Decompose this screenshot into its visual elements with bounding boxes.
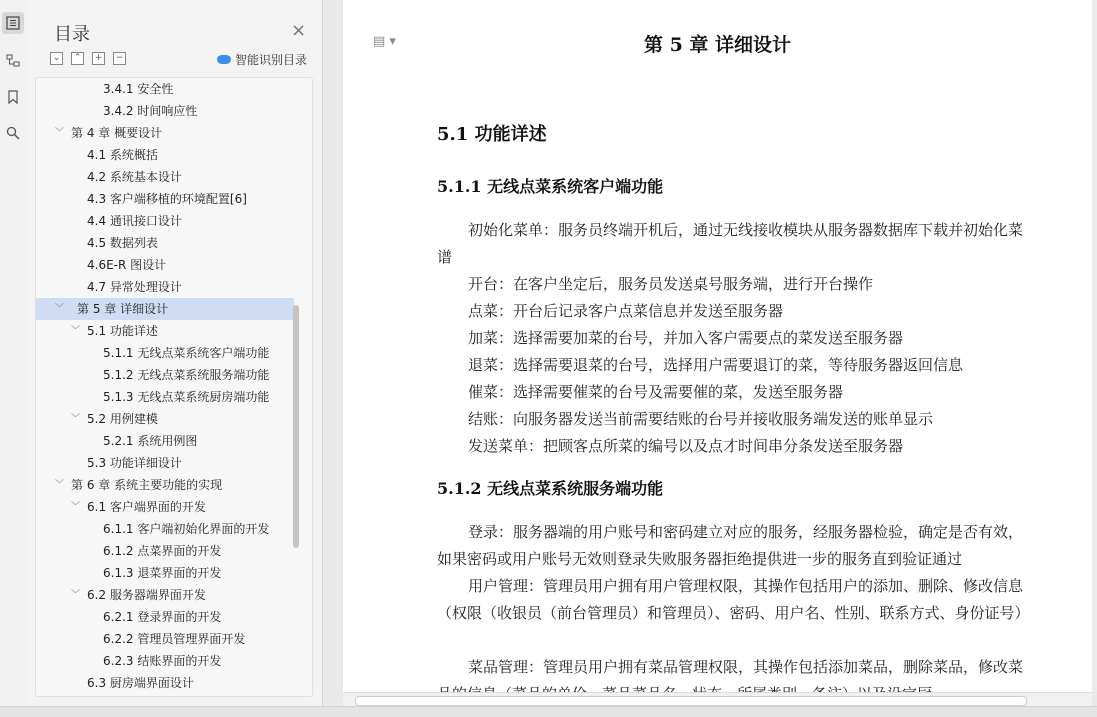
toc-item-label: 3.4.1 安全性 — [103, 82, 174, 96]
toc-item[interactable] — [36, 100, 294, 122]
toc-item[interactable] — [36, 474, 294, 496]
toc-item[interactable] — [36, 122, 294, 144]
body-paragraph: 退菜：选择需要退菜的台号，选择用户需要退订的菜，等待服务器返回信息 — [468, 356, 964, 374]
toc-panel — [26, 0, 323, 706]
navigation-tree-icon[interactable] — [2, 50, 24, 72]
bookmark-icon[interactable] — [2, 86, 24, 108]
toc-tree — [35, 77, 313, 697]
toc-title: 目录 — [54, 24, 90, 45]
body-paragraph: 用户管理：管理员用户拥有用户管理权限，其操作包括用户的添加、删除、修改信息（权限（收银员（前台管理员）和管理员）、密码、用户名、性别、联系方式、身份证号） — [437, 577, 1030, 622]
toc-item-label: 4.3 客户端移植的环境配置[6] — [87, 192, 247, 206]
cloud-icon — [217, 55, 231, 64]
toc-item-label: 第 5 章 详细设计 — [77, 302, 169, 316]
search-icon[interactable] — [2, 122, 24, 144]
toc-item[interactable] — [36, 342, 294, 364]
body-paragraph: 催菜：选择需要催菜的台号及需要催的菜，发送至服务器 — [468, 383, 844, 401]
toc-item[interactable] — [36, 144, 294, 166]
toc-item[interactable] — [36, 562, 294, 584]
body-paragraph: 初始化菜单：服务员终端开机后，通过无线接收模块从服务器数据库下载并初始化菜谱 — [437, 221, 1024, 266]
document-menu-icon[interactable]: ▤ ▾ — [373, 34, 396, 49]
chevron-down-icon[interactable]: ﹀ — [55, 480, 65, 490]
toc-item-label: 5.1.1 无线点菜系统客户端功能 — [103, 346, 270, 360]
toc-item-label: 6.2.1 登录界面的开发 — [103, 610, 222, 624]
toc-item[interactable] — [36, 408, 294, 430]
body-paragraph: 结账：向服务器发送当前需要结账的台号并接收服务端发送的账单显示 — [468, 410, 934, 428]
body-paragraph: 发送菜单：把顾客点所菜的编号以及点才时间串分条发送至服务器 — [468, 437, 904, 455]
chevron-down-icon[interactable]: ﹀ — [71, 326, 81, 336]
toc-item-label: 6.2.2 管理员管理界面开发 — [103, 632, 246, 646]
body-paragraph: 加菜：选择需要加菜的台号，并加入客户需要点的菜发送至服务器 — [468, 329, 904, 347]
toc-item-label: 6.1.1 客户端初始化界面的开发 — [103, 522, 270, 536]
toc-item[interactable] — [36, 496, 294, 518]
toc-item[interactable] — [36, 606, 294, 628]
toc-item[interactable] — [36, 628, 294, 650]
horizontal-scrollbar[interactable] — [343, 692, 1092, 707]
subsection-1-title: 5.1.1 无线点菜系统客户端功能 — [437, 177, 664, 196]
toc-item[interactable] — [36, 232, 294, 254]
expand-up-icon[interactable]: ⌃ — [71, 52, 84, 65]
toc-item-label: 6.1.2 点菜界面的开发 — [103, 544, 222, 558]
toc-item-label: 5.2.1 系统用例图 — [103, 434, 198, 448]
toc-item-label: 4.1 系统概括 — [87, 148, 158, 162]
toc-item[interactable] — [36, 672, 294, 694]
chevron-down-icon[interactable]: ﹀ — [71, 414, 81, 424]
document-page — [343, 0, 1092, 692]
body-paragraph: 开台：在客户坐定后，服务员发送桌号服务端，进行开台操作 — [468, 275, 874, 293]
toc-item-label: 6.2.3 结账界面的开发 — [103, 654, 222, 668]
toc-item[interactable] — [36, 276, 294, 298]
toc-item-label: 5.1.3 无线点菜系统厨房端功能 — [103, 390, 270, 404]
toc-item[interactable] — [36, 320, 294, 342]
scrollbar-thumb[interactable] — [355, 696, 1027, 706]
toc-item-label: 6.3 厨房端界面设计 — [87, 676, 194, 690]
toc-item-label: 5.1 功能详述 — [87, 324, 158, 338]
toc-item-label: 4.4 通讯接口设计 — [87, 214, 182, 228]
toc-item[interactable] — [36, 518, 294, 540]
toc-item[interactable] — [36, 584, 294, 606]
toc-item-label: 5.2 用例建模 — [87, 412, 158, 426]
body-paragraph: 点菜：开台后记录客户点菜信息并发送至服务器 — [468, 302, 784, 320]
smart-toc-button[interactable] — [217, 51, 307, 68]
toc-item-label: 4.2 系统基本设计 — [87, 170, 182, 184]
right-edge — [1092, 0, 1097, 692]
section-title: 5.1 功能详述 — [437, 124, 547, 145]
subsection-2-title: 5.1.2 无线点菜系统服务端功能 — [437, 479, 664, 498]
toc-item-label: 6.2 服务器端界面开发 — [87, 588, 206, 602]
toc-item[interactable] — [36, 298, 294, 320]
toc-item-label: 第 6 章 系统主要功能的实现 — [71, 478, 223, 492]
toc-item[interactable] — [36, 78, 294, 100]
remove-heading-icon[interactable]: − — [113, 52, 126, 65]
toc-panel-icon[interactable] — [2, 12, 24, 34]
add-heading-icon[interactable]: + — [92, 52, 105, 65]
toc-item-label: 6.1.3 退菜界面的开发 — [103, 566, 222, 580]
toc-item[interactable] — [36, 430, 294, 452]
chevron-down-icon[interactable]: ﹀ — [55, 304, 65, 314]
toc-item[interactable] — [36, 364, 294, 386]
left-icon-rail — [0, 0, 27, 706]
smart-toc-label: 智能识别目录 — [235, 53, 308, 67]
chevron-down-icon[interactable]: ﹀ — [71, 590, 81, 600]
toc-item-label: 3.4.2 时间响应性 — [103, 104, 198, 118]
toc-item[interactable] — [36, 188, 294, 210]
toc-item[interactable] — [36, 386, 294, 408]
toc-item-label: 6.1 客户端界面的开发 — [87, 500, 206, 514]
toc-item-label: 第 4 章 概要设计 — [71, 126, 163, 140]
collapse-all-icon[interactable]: ⌄ — [50, 52, 63, 65]
toc-item[interactable] — [36, 540, 294, 562]
toc-item[interactable] — [36, 210, 294, 232]
toc-item-label: 4.7 异常处理设计 — [87, 280, 182, 294]
toc-item-label: 4.6E-R 图设计 — [87, 258, 167, 272]
chevron-down-icon[interactable]: ﹀ — [55, 128, 65, 138]
toc-item-label: 5.3 功能详细设计 — [87, 456, 182, 470]
close-icon[interactable]: × — [291, 20, 307, 41]
toc-item-label: 4.5 数据列表 — [87, 236, 158, 250]
toc-toolbar — [50, 52, 126, 65]
toc-item[interactable] — [36, 452, 294, 474]
toc-item[interactable] — [36, 650, 294, 672]
toc-item[interactable] — [36, 254, 294, 276]
toc-item[interactable] — [36, 166, 294, 188]
chevron-down-icon[interactable]: ﹀ — [71, 502, 81, 512]
status-bar — [0, 706, 1097, 717]
toc-scrollbar[interactable] — [293, 305, 299, 548]
chapter-title: 第 5 章 详细设计 — [643, 34, 792, 56]
toc-item-label: 5.1.2 无线点菜系统服务端功能 — [103, 368, 270, 382]
body-paragraph: 菜品管理：管理员用户拥有菜品管理权限，其操作包括添加菜品，删除菜品，修改菜 — [468, 658, 1024, 676]
body-paragraph: 登录：服务器端的用户账号和密码建立对应的服务，经服务器检验，确定是否有效，如果密码或用户账号无效则登录失败服务器拒绝提供进一步的服务直到验证通过 — [437, 523, 1024, 568]
